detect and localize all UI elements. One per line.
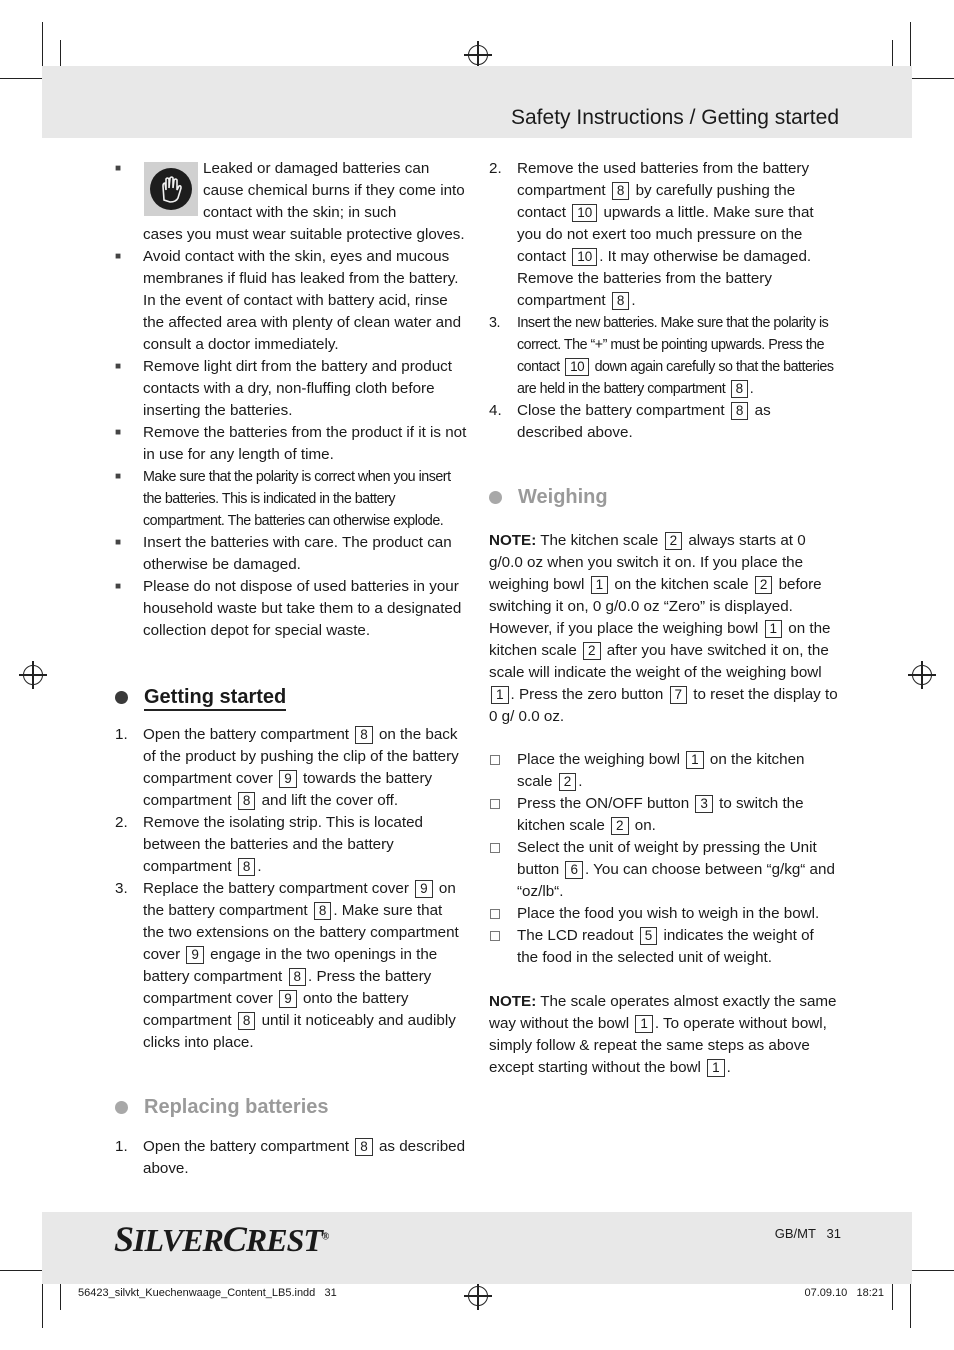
part-number-key: 8 — [612, 292, 630, 310]
part-number-key: 2 — [665, 532, 683, 550]
part-number-key: 8 — [238, 858, 256, 876]
part-number-key: 1 — [707, 1059, 725, 1077]
text-run: on the back of the product by pushing the clip of the battery compartment cover — [143, 726, 459, 787]
weighing-note-without-bowl — [489, 991, 839, 1079]
checkbox-bullet-icon — [490, 755, 500, 765]
glove-warning-item — [115, 158, 467, 224]
part-number-key: 1 — [591, 576, 609, 594]
text-run: Close the battery compartment — [517, 402, 729, 419]
text-run: towards the battery compartment — [143, 770, 433, 809]
step-item — [115, 1136, 467, 1180]
weighing-steps — [489, 749, 839, 969]
bullet-dot-icon — [489, 491, 502, 504]
part-number-key: 2 — [559, 773, 577, 791]
text-run: indicates the weight of the food in the selected unit of weight. — [517, 927, 814, 966]
bullet-square-icon: ■ — [115, 251, 122, 262]
text-run: Select the unit of weight by pressing the Unit button — [517, 839, 817, 878]
text-run: The LCD readout — [517, 927, 638, 944]
text-run: . — [726, 1059, 731, 1076]
part-number-key: 8 — [355, 1138, 373, 1156]
part-number-key: 10 — [572, 248, 597, 266]
part-number-key: 9 — [279, 770, 297, 788]
bullet-square-icon: ■ — [115, 537, 122, 548]
bullet-dot-icon — [115, 1101, 128, 1114]
part-number-key: 9 — [186, 946, 204, 964]
text-run: to reset the display to 0 g/ 0.0 oz. — [489, 686, 838, 725]
step-number: 3. — [489, 315, 500, 331]
part-number-key: 5 — [640, 927, 658, 945]
text-run: on the kitchen scale — [517, 751, 805, 790]
text-run: on the kitchen scale — [489, 620, 831, 659]
text-run: . — [578, 773, 583, 790]
weighing-note — [489, 530, 839, 728]
silvercrest-logo: SILVERCREST® — [114, 1219, 329, 1259]
replacing-batteries-steps — [115, 1136, 467, 1180]
text-run: down again carefully so that the batteries are held in the battery compartment — [517, 359, 834, 397]
text-run: to switch the kitchen scale — [517, 795, 804, 834]
bullet-square-icon: ■ — [115, 361, 122, 372]
part-number-key: 8 — [612, 182, 630, 200]
getting-started-steps — [115, 724, 467, 1054]
step-item — [115, 724, 467, 812]
weighing-step-item — [489, 837, 839, 903]
note-label: NOTE: — [489, 993, 537, 1010]
part-number-key: 10 — [565, 358, 589, 376]
part-number-key: 10 — [572, 204, 597, 222]
text-run: engage in the two openings in the battery compartment — [143, 946, 438, 985]
text-run: . To operate without bowl, simply follow & repeat the same steps as above except starting without the bowl — [489, 1015, 827, 1076]
replacing-batteries-heading: Replacing batteries — [115, 1094, 467, 1120]
registration-mark-bottom — [468, 1286, 488, 1306]
left-column — [115, 158, 467, 1180]
step-item — [489, 158, 839, 312]
step-item — [115, 812, 467, 878]
text-run: onto the battery compartment — [143, 990, 409, 1029]
list-item: ■ Insert the batteries with care. The product can otherwise be damaged. — [115, 534, 452, 573]
print-date: 07.09.10 18:21 — [804, 1287, 884, 1299]
text-run: . You can choose between “g/kg“ and “oz/lb“. — [517, 861, 835, 900]
glove-warning-text-rest: cases you must wear suitable protective gloves. — [143, 226, 465, 243]
list-item: ■ Remove light dirt from the battery and product contacts with a dry, non-fluffing cloth before inserting the batteries. — [115, 358, 452, 419]
text-run: The kitchen scale — [536, 532, 663, 549]
weighing-step-item — [489, 749, 839, 793]
getting-started-heading: Getting started — [115, 684, 467, 710]
step-number: 3. — [115, 880, 128, 897]
list-item: ■ Avoid contact with the skin, eyes and mucous membranes if fluid has leaked from the battery. In the event of contact with battery acid, rinse the affected area with plenty of clean water and consult a doctor immediately. — [115, 248, 462, 353]
weighing-heading: Weighing — [489, 484, 839, 510]
list-item: ■ Remove the batteries from the product if it is not in use for any length of time. — [115, 424, 467, 463]
registration-mark-top — [468, 45, 488, 65]
text-run: . Press the battery compartment cover — [143, 968, 432, 1007]
part-number-key: 6 — [565, 861, 583, 879]
text-run: . Make sure that the two extensions on the battery compartment cover — [143, 902, 459, 963]
part-number-key: 8 — [314, 902, 332, 920]
bullet-square-icon: ■ — [115, 163, 122, 174]
part-number-key: 2 — [611, 817, 629, 835]
checkbox-bullet-icon — [490, 909, 500, 919]
bullet-square-icon: ■ — [115, 471, 121, 482]
step-item — [489, 312, 839, 400]
right-column — [489, 158, 839, 1079]
part-number-key: 8 — [238, 792, 256, 810]
step-item — [115, 878, 467, 1054]
part-number-key: 1 — [686, 751, 704, 769]
text-run: . Press the zero button — [510, 686, 668, 703]
part-number-key: 1 — [765, 620, 783, 638]
text-run: Open the battery compartment — [143, 726, 354, 743]
weighing-step-item — [489, 925, 839, 969]
text-run: Place the food you wish to weigh in the bowl. — [517, 905, 820, 922]
bullet-dot-icon — [115, 691, 128, 704]
part-number-key: 9 — [415, 880, 433, 898]
part-number-key: 8 — [355, 726, 373, 744]
weighing-step-item — [489, 793, 839, 837]
text-run: Remove the used batteries from the battery compartment — [517, 160, 810, 199]
step-number: 1. — [115, 726, 128, 743]
list-item: ■ Make sure that the polarity is correct when you insert the batteries. This is indicated in the battery compartment. The batteries can otherwise explode. — [115, 466, 467, 532]
text-run: . — [631, 292, 636, 309]
text-run: and lift the cover off. — [257, 792, 399, 809]
part-number-key: 1 — [635, 1015, 653, 1033]
file-info: 56423_silvkt_Kuechenwaage_Content_LB5.indd 31 — [78, 1287, 337, 1299]
part-number-key: 8 — [289, 968, 307, 986]
text-run: as described above. — [143, 1138, 466, 1177]
weighing-step-item — [489, 903, 839, 925]
part-number-key: 9 — [279, 990, 297, 1008]
list-item: ■ Please do not dispose of used batteries in your household waste but take them to a designated collection depot for special waste. — [115, 578, 462, 639]
step-number: 1. — [115, 1138, 128, 1155]
step-number: 4. — [489, 402, 502, 419]
replacing-batteries-steps-continued — [489, 158, 839, 444]
part-number-key: 2 — [583, 642, 601, 660]
text-run: Replace the battery compartment cover — [143, 880, 414, 897]
text-run: Insert the new batteries. Make sure that the polarity is correct. The “+” must be pointing upwards. Press the contact — [517, 315, 829, 375]
step-item — [489, 400, 839, 444]
glove-warning-text: Leaked or damaged batteries can cause chemical burns if they come into contact with the skin; in such — [203, 160, 465, 221]
checkbox-bullet-icon — [490, 843, 500, 853]
note-label: NOTE: — [489, 532, 537, 549]
part-number-key: 7 — [670, 686, 688, 704]
text-run: before switching it on, 0 g/0.0 oz “Zero” is displayed. However, if you place the weighing bowl — [489, 576, 822, 637]
checkbox-bullet-icon — [490, 931, 500, 941]
text-run: by carefully pushing the contact — [517, 182, 796, 221]
text-run: upwards a little. Make sure that you do not exert too much pressure on the contact — [517, 204, 814, 265]
text-run: Remove the isolating strip. This is located between the batteries and the battery compartment — [143, 814, 423, 875]
part-number-key: 1 — [491, 686, 509, 704]
text-run: on the kitchen scale — [610, 576, 753, 593]
bullet-square-icon: ■ — [115, 581, 122, 592]
step-number: 2. — [489, 160, 502, 177]
page-title: Safety Instructions / Getting started — [511, 106, 839, 129]
text-run: Press the ON/OFF button — [517, 795, 694, 812]
text-run: after you have switched it on, the scale will indicate the weight of the weighing bowl — [489, 642, 829, 681]
part-number-key: 2 — [755, 576, 773, 594]
text-run: until it noticeably and audibly clicks into place. — [143, 1012, 456, 1051]
step-number: 2. — [115, 814, 128, 831]
page-number: GB/MT 31 — [774, 1226, 841, 1241]
checkbox-bullet-icon — [490, 799, 500, 809]
text-run: . — [257, 858, 262, 875]
text-run: as described above. — [517, 402, 771, 441]
text-run: always starts at 0 g/0.0 oz when you switch it on. If you place the weighing bowl — [489, 532, 806, 593]
text-run: Open the battery compartment — [143, 1138, 354, 1155]
registration-mark-left — [23, 665, 43, 685]
text-run: on. — [630, 817, 656, 834]
text-run: The scale operates almost exactly the same way without the bowl — [489, 993, 837, 1032]
text-run: . — [749, 381, 754, 397]
bullet-square-icon: ■ — [115, 427, 122, 438]
text-run: on the battery compartment — [143, 880, 456, 919]
part-number-key: 8 — [238, 1012, 256, 1030]
registration-mark-right — [912, 665, 932, 685]
part-number-key: 8 — [731, 380, 748, 398]
protective-gloves-icon — [144, 162, 198, 216]
part-number-key: 8 — [731, 402, 749, 420]
text-run: . It may otherwise be damaged. Remove the batteries from the battery compartment — [517, 248, 812, 309]
part-number-key: 3 — [695, 795, 713, 813]
text-run: Place the weighing bowl — [517, 751, 685, 768]
